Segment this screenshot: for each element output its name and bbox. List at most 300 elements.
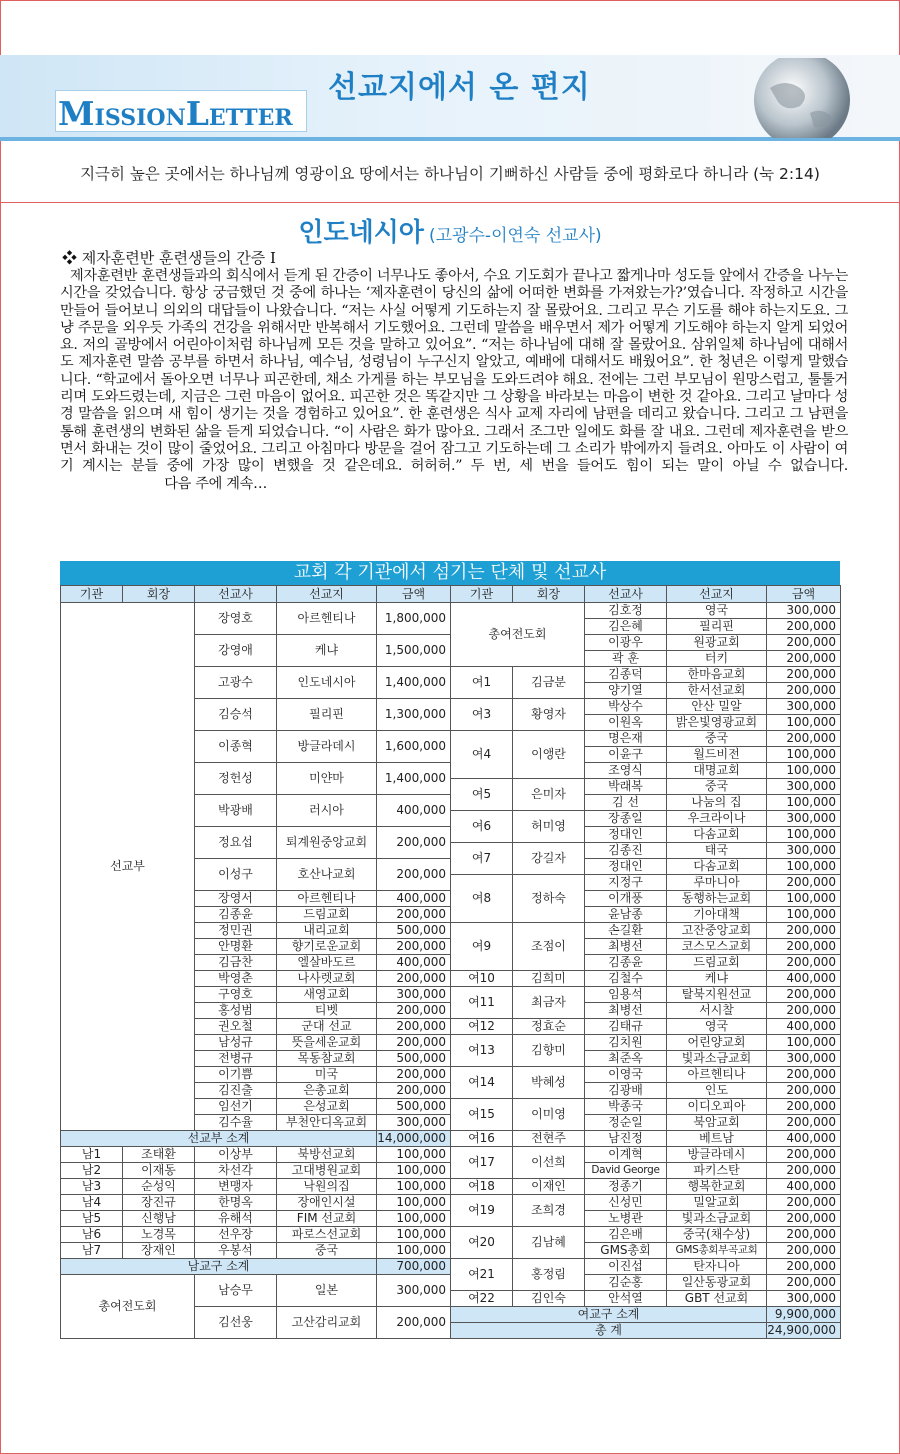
org-cell: 여11 bbox=[451, 987, 513, 1019]
org-cell: 여13 bbox=[451, 1035, 513, 1067]
org-cell: 여7 bbox=[451, 843, 513, 875]
org-cell: 여18 bbox=[451, 1179, 513, 1195]
amount-cell: 100,000 bbox=[767, 747, 841, 763]
amount-cell: 200,000 bbox=[767, 1115, 841, 1131]
president-cell: 장재인 bbox=[123, 1243, 195, 1259]
globe-image bbox=[740, 58, 855, 138]
amount-cell: 1,500,000 bbox=[377, 635, 451, 667]
org-cell: 남7 bbox=[61, 1243, 123, 1259]
field-cell: 베트남 bbox=[667, 1131, 767, 1147]
president-cell: 김금분 bbox=[513, 667, 585, 699]
field-cell: 중국(채수상) bbox=[667, 1227, 767, 1243]
org-cell: 여17 bbox=[451, 1147, 513, 1179]
amount-cell: 200,000 bbox=[767, 1067, 841, 1083]
field-cell: 필리핀 bbox=[277, 699, 377, 731]
field-cell: 향기로운교회 bbox=[277, 939, 377, 955]
amount-cell: 200,000 bbox=[377, 859, 451, 891]
column-header: 회장 bbox=[123, 586, 195, 603]
amount-cell: 300,000 bbox=[767, 603, 841, 619]
missionary-cell: 김진출 bbox=[195, 1083, 277, 1099]
missionary-cell: 이계혁 bbox=[585, 1147, 667, 1163]
amount-cell: 100,000 bbox=[767, 827, 841, 843]
missionary-cell: 이원옥 bbox=[585, 715, 667, 731]
field-cell: 터키 bbox=[667, 651, 767, 667]
field-cell: 티벳 bbox=[277, 1003, 377, 1019]
missionary-cell: 김은배 bbox=[585, 1227, 667, 1243]
org-cell: 여1 bbox=[451, 667, 513, 699]
table-row bbox=[61, 1131, 841, 1147]
missionary-cell: 이윤구 bbox=[585, 747, 667, 763]
amount-cell: 300,000 bbox=[767, 843, 841, 859]
field-cell: 월드비전 bbox=[667, 747, 767, 763]
org-cell: 총여전도회 bbox=[61, 1275, 195, 1339]
amount-cell: 100,000 bbox=[377, 1195, 451, 1211]
total-label: 총 계 bbox=[451, 1323, 767, 1339]
missionary-cell: 박광배 bbox=[195, 795, 277, 827]
column-header: 기관 bbox=[451, 586, 513, 603]
president-cell: 강길자 bbox=[513, 843, 585, 875]
org-cell: 여21 bbox=[451, 1259, 513, 1291]
country-name: 인도네시아 bbox=[298, 218, 424, 248]
country-heading bbox=[0, 212, 900, 249]
amount-cell: 200,000 bbox=[767, 955, 841, 971]
field-cell: 아르헨티나 bbox=[277, 891, 377, 907]
field-cell: 부천안디옥교회 bbox=[277, 1115, 377, 1131]
amount-cell: 100,000 bbox=[377, 1211, 451, 1227]
field-cell: 군대 선교 bbox=[277, 1019, 377, 1035]
missionary-cell: 정대인 bbox=[585, 859, 667, 875]
field-cell: 드림교회 bbox=[277, 907, 377, 923]
subtotal-label: 여교구 소계 bbox=[451, 1307, 767, 1323]
field-cell: 미국 bbox=[277, 1067, 377, 1083]
field-cell: 고대병원교회 bbox=[277, 1163, 377, 1179]
missionary-cell: 정헌성 bbox=[195, 763, 277, 795]
field-cell: 파키스탄 bbox=[667, 1163, 767, 1179]
amount-cell: 100,000 bbox=[767, 891, 841, 907]
missionary-cell: 박래복 bbox=[585, 779, 667, 795]
amount-cell: 100,000 bbox=[377, 1163, 451, 1179]
field-cell: 장애인시설 bbox=[277, 1195, 377, 1211]
field-cell: 안산 밀알 bbox=[667, 699, 767, 715]
org-cell: 여14 bbox=[451, 1067, 513, 1099]
org-cell: 남2 bbox=[61, 1163, 123, 1179]
missionary-cell: 이개풍 bbox=[585, 891, 667, 907]
amount-cell: 200,000 bbox=[767, 1147, 841, 1163]
missionary-cell: 최병선 bbox=[585, 939, 667, 955]
amount-cell: 100,000 bbox=[377, 1147, 451, 1163]
subtotal-amount: 9,900,000 bbox=[767, 1307, 841, 1323]
missionary-cell: 남승무 bbox=[195, 1275, 277, 1307]
org-cell: 여12 bbox=[451, 1019, 513, 1035]
amount-cell: 400,000 bbox=[377, 891, 451, 907]
amount-cell: 200,000 bbox=[377, 1019, 451, 1035]
table-row bbox=[61, 1227, 841, 1243]
amount-cell: 300,000 bbox=[377, 1115, 451, 1131]
missionary-cell: 김철수 bbox=[585, 971, 667, 987]
missionary-cell: 조영식 bbox=[585, 763, 667, 779]
missionary-cell: 노병관 bbox=[585, 1211, 667, 1227]
missionary-cell: 김 선 bbox=[585, 795, 667, 811]
amount-cell: 200,000 bbox=[767, 1243, 841, 1259]
amount-cell: 200,000 bbox=[767, 987, 841, 1003]
president-cell: 노경목 bbox=[123, 1227, 195, 1243]
missionary-cell: 한명옥 bbox=[195, 1195, 277, 1211]
field-cell: 방글라데시 bbox=[277, 731, 377, 763]
amount-cell: 200,000 bbox=[767, 923, 841, 939]
field-cell: 대명교회 bbox=[667, 763, 767, 779]
amount-cell: 200,000 bbox=[767, 731, 841, 747]
president-cell: 전현주 bbox=[513, 1131, 585, 1147]
column-header: 선교사 bbox=[195, 586, 277, 603]
field-cell: 인도 bbox=[667, 1083, 767, 1099]
president-cell: 이선희 bbox=[513, 1147, 585, 1179]
field-cell: GBT 선교회 bbox=[667, 1291, 767, 1307]
amount-cell: 200,000 bbox=[377, 1003, 451, 1019]
missionary-cell: 정민권 bbox=[195, 923, 277, 939]
field-cell: 인도네시아 bbox=[277, 667, 377, 699]
total-amount: 24,900,000 bbox=[767, 1323, 841, 1339]
field-cell: 탈북지원선교 bbox=[667, 987, 767, 1003]
org-cell: 여16 bbox=[451, 1131, 513, 1147]
field-cell: 한서선교회 bbox=[667, 683, 767, 699]
field-cell: 영국 bbox=[667, 1019, 767, 1035]
missionary-cell: 이영국 bbox=[585, 1067, 667, 1083]
org-cell: 여9 bbox=[451, 923, 513, 971]
org-cell: 여10 bbox=[451, 971, 513, 987]
field-cell: 루마니아 bbox=[667, 875, 767, 891]
amount-cell: 100,000 bbox=[767, 763, 841, 779]
table-row bbox=[61, 603, 841, 619]
field-cell: 북암교회 bbox=[667, 1115, 767, 1131]
field-cell: 서시찰 bbox=[667, 1003, 767, 1019]
field-cell: 파로스선교회 bbox=[277, 1227, 377, 1243]
amount-cell: 400,000 bbox=[767, 1179, 841, 1195]
missionary-cell: 최준옥 bbox=[585, 1051, 667, 1067]
amount-cell: 100,000 bbox=[377, 1179, 451, 1195]
table-header-row bbox=[61, 586, 841, 603]
org-cell: 남4 bbox=[61, 1195, 123, 1211]
amount-cell: 100,000 bbox=[767, 715, 841, 731]
missionary-cell: 이성구 bbox=[195, 859, 277, 891]
missionary-cell: 김은혜 bbox=[585, 619, 667, 635]
field-cell: 일산동광교회 bbox=[667, 1275, 767, 1291]
field-cell: 다솜교회 bbox=[667, 859, 767, 875]
amount-cell: 200,000 bbox=[377, 1035, 451, 1051]
field-cell: 중국 bbox=[667, 731, 767, 747]
president-cell: 김남혜 bbox=[513, 1227, 585, 1259]
org-cell: 여8 bbox=[451, 875, 513, 923]
amount-cell: 300,000 bbox=[767, 811, 841, 827]
amount-cell: 500,000 bbox=[377, 923, 451, 939]
field-cell: 퇴계원중앙교회 bbox=[277, 827, 377, 859]
missionary-cell: 전병규 bbox=[195, 1051, 277, 1067]
president-cell: 황영자 bbox=[513, 699, 585, 731]
field-cell: 북방선교회 bbox=[277, 1147, 377, 1163]
amount-cell: 200,000 bbox=[767, 1211, 841, 1227]
president-cell: 김향미 bbox=[513, 1035, 585, 1067]
field-cell: 방글라데시 bbox=[667, 1147, 767, 1163]
missionary-cell: 고광수 bbox=[195, 667, 277, 699]
missionary-cell: 박영춘 bbox=[195, 971, 277, 987]
field-cell: 은총교회 bbox=[277, 1083, 377, 1099]
president-cell: 은미자 bbox=[513, 779, 585, 811]
missionary-cell: 정종기 bbox=[585, 1179, 667, 1195]
amount-cell: 300,000 bbox=[767, 699, 841, 715]
field-cell: 뜻을세운교회 bbox=[277, 1035, 377, 1051]
missionary-cell: 이광우 bbox=[585, 635, 667, 651]
column-header: 선교지 bbox=[667, 586, 767, 603]
missionary-cell: 안명환 bbox=[195, 939, 277, 955]
missionary-cell: 김승석 bbox=[195, 699, 277, 731]
section-subheading: ❖ 제자훈련반 훈련생들의 간증 I bbox=[62, 249, 276, 267]
missionary-cell: 김수율 bbox=[195, 1115, 277, 1131]
org-cell: 여4 bbox=[451, 731, 513, 779]
missionary-cell: 박종국 bbox=[585, 1099, 667, 1115]
missionary-cell: 임용석 bbox=[585, 987, 667, 1003]
amount-cell: 200,000 bbox=[377, 1067, 451, 1083]
missionary-cell: 신성민 bbox=[585, 1195, 667, 1211]
missionary-cell: 손길환 bbox=[585, 923, 667, 939]
field-cell: 기아대책 bbox=[667, 907, 767, 923]
page-title: 선교지에서 온 편지 bbox=[328, 70, 591, 105]
president-cell: 이앵란 bbox=[513, 731, 585, 779]
field-cell: 나눔의 집 bbox=[667, 795, 767, 811]
amount-cell: 1,800,000 bbox=[377, 603, 451, 635]
president-cell: 이재동 bbox=[123, 1163, 195, 1179]
missionary-cell: David George bbox=[585, 1163, 667, 1179]
president-cell: 최금자 bbox=[513, 987, 585, 1019]
field-cell: 중국 bbox=[277, 1243, 377, 1259]
field-cell: 코스모스교회 bbox=[667, 939, 767, 955]
org-cell: 남5 bbox=[61, 1211, 123, 1227]
missionary-cell: 김종덕 bbox=[585, 667, 667, 683]
table-row bbox=[61, 1259, 841, 1275]
missionary-cell: 정대인 bbox=[585, 827, 667, 843]
amount-cell: 1,400,000 bbox=[377, 763, 451, 795]
field-cell: 은성교회 bbox=[277, 1099, 377, 1115]
amount-cell: 200,000 bbox=[377, 1083, 451, 1099]
amount-cell: 200,000 bbox=[767, 1003, 841, 1019]
amount-cell: 200,000 bbox=[767, 619, 841, 635]
amount-cell: 200,000 bbox=[767, 939, 841, 955]
president-cell: 신행남 bbox=[123, 1211, 195, 1227]
amount-cell: 400,000 bbox=[767, 1131, 841, 1147]
field-cell: 동행하는교회 bbox=[667, 891, 767, 907]
table-row bbox=[61, 1195, 841, 1211]
missionary-cell: 남진정 bbox=[585, 1131, 667, 1147]
missionary-cell: 홍성범 bbox=[195, 1003, 277, 1019]
missionary-cell: 이상부 bbox=[195, 1147, 277, 1163]
column-header: 기관 bbox=[61, 586, 123, 603]
field-cell: 빛과소금교회 bbox=[667, 1211, 767, 1227]
missionary-cell: 권오철 bbox=[195, 1019, 277, 1035]
president-cell: 홍정림 bbox=[513, 1259, 585, 1291]
field-cell: 고잔중앙교회 bbox=[667, 923, 767, 939]
missionary-cell: 이종혁 bbox=[195, 731, 277, 763]
amount-cell: 200,000 bbox=[377, 939, 451, 955]
field-cell: 어린양교회 bbox=[667, 1035, 767, 1051]
missionary-cell: 윤남종 bbox=[585, 907, 667, 923]
missionary-cell: GMS총회 bbox=[585, 1243, 667, 1259]
amount-cell: 100,000 bbox=[767, 859, 841, 875]
amount-cell: 1,300,000 bbox=[377, 699, 451, 731]
amount-cell: 200,000 bbox=[767, 1259, 841, 1275]
amount-cell: 100,000 bbox=[377, 1243, 451, 1259]
amount-cell: 1,400,000 bbox=[377, 667, 451, 699]
org-cell: 남6 bbox=[61, 1227, 123, 1243]
field-cell: 드림교회 bbox=[667, 955, 767, 971]
field-cell: 아르헨티나 bbox=[667, 1067, 767, 1083]
president-cell: 정효순 bbox=[513, 1019, 585, 1035]
field-cell: 한마음교회 bbox=[667, 667, 767, 683]
divider bbox=[0, 202, 900, 203]
president-cell: 이미영 bbox=[513, 1099, 585, 1131]
missionary-cell: 김호정 bbox=[585, 603, 667, 619]
amount-cell: 300,000 bbox=[377, 987, 451, 1003]
missionary-cell: 강영애 bbox=[195, 635, 277, 667]
missionary-cell: 박상수 bbox=[585, 699, 667, 715]
missionary-cell: 이진섭 bbox=[585, 1259, 667, 1275]
missionary-cell: 우봉석 bbox=[195, 1243, 277, 1259]
subtotal-amount: 14,000,000 bbox=[377, 1131, 451, 1147]
field-cell: 목동참교회 bbox=[277, 1051, 377, 1067]
field-cell: 엘살바도르 bbox=[277, 955, 377, 971]
president-cell: 박혜성 bbox=[513, 1067, 585, 1099]
bible-verse: 지극히 높은 곳에서는 하나님께 영광이요 땅에서는 하나님이 기뻐하신 사람들 중에 평화로다 하니라 (눅 2:14) bbox=[80, 165, 820, 183]
president-cell: 정하숙 bbox=[513, 875, 585, 923]
missionary-cell: 곽 훈 bbox=[585, 651, 667, 667]
president-cell: 김인숙 bbox=[513, 1291, 585, 1307]
missionary-cell: 명은재 bbox=[585, 731, 667, 747]
missionary-cell: 차선각 bbox=[195, 1163, 277, 1179]
field-cell: 영국 bbox=[667, 603, 767, 619]
missionary-cell: 정요섭 bbox=[195, 827, 277, 859]
missionary-cell: 정순일 bbox=[585, 1115, 667, 1131]
field-cell: 탄자니아 bbox=[667, 1259, 767, 1275]
president-cell: 조태환 bbox=[123, 1147, 195, 1163]
column-header: 회장 bbox=[513, 586, 585, 603]
amount-cell: 200,000 bbox=[377, 907, 451, 923]
missionary-cell: 양기열 bbox=[585, 683, 667, 699]
president-cell: 이재인 bbox=[513, 1179, 585, 1195]
missionary-cell: 지정구 bbox=[585, 875, 667, 891]
amount-cell: 200,000 bbox=[767, 1227, 841, 1243]
subtotal-label: 선교부 소계 bbox=[61, 1131, 377, 1147]
president-cell: 조희경 bbox=[513, 1195, 585, 1227]
org-cell: 남3 bbox=[61, 1179, 123, 1195]
table-title: 교회 각 기관에서 섬기는 단체 및 선교사 bbox=[60, 561, 840, 585]
missionary-cell: 김태규 bbox=[585, 1019, 667, 1035]
amount-cell: 200,000 bbox=[767, 1275, 841, 1291]
missionary-cell: 김치원 bbox=[585, 1035, 667, 1051]
org-cell: 총여전도회 bbox=[451, 603, 585, 667]
org-cell: 여3 bbox=[451, 699, 513, 731]
missionary-cell: 김순홍 bbox=[585, 1275, 667, 1291]
org-cell: 남1 bbox=[61, 1147, 123, 1163]
missionary-cell: 최병선 bbox=[585, 1003, 667, 1019]
org-cell: 여5 bbox=[451, 779, 513, 811]
amount-cell: 300,000 bbox=[767, 1291, 841, 1307]
missionary-cell: 장종일 bbox=[585, 811, 667, 827]
subtotal-label: 남교구 소계 bbox=[61, 1259, 377, 1275]
missionary-cell: 김종윤 bbox=[195, 907, 277, 923]
president-cell: 김희미 bbox=[513, 971, 585, 987]
field-cell: 이디오피아 bbox=[667, 1099, 767, 1115]
missionary-cell: 김종윤 bbox=[585, 955, 667, 971]
field-cell: 밀알교회 bbox=[667, 1195, 767, 1211]
missionary-cell: 선우장 bbox=[195, 1227, 277, 1243]
amount-cell: 400,000 bbox=[377, 795, 451, 827]
amount-cell: 200,000 bbox=[767, 651, 841, 667]
amount-cell: 200,000 bbox=[767, 1163, 841, 1179]
field-cell: 아르헨티나 bbox=[277, 603, 377, 635]
column-header: 선교지 bbox=[277, 586, 377, 603]
amount-cell: 1,600,000 bbox=[377, 731, 451, 763]
missionary-cell: 남성규 bbox=[195, 1035, 277, 1051]
missionary-cell: 이기쁨 bbox=[195, 1067, 277, 1083]
field-cell: GMS총회부곡교회 bbox=[667, 1243, 767, 1259]
missionary-cell: 안석열 bbox=[585, 1291, 667, 1307]
field-cell: 행복한교회 bbox=[667, 1179, 767, 1195]
field-cell: 케냐 bbox=[277, 635, 377, 667]
amount-cell: 500,000 bbox=[377, 1051, 451, 1067]
org-cell: 여19 bbox=[451, 1195, 513, 1227]
field-cell: 우크라이나 bbox=[667, 811, 767, 827]
amount-cell: 200,000 bbox=[377, 1307, 451, 1339]
field-cell: 중국 bbox=[667, 779, 767, 795]
amount-cell: 400,000 bbox=[767, 971, 841, 987]
org-cell: 여15 bbox=[451, 1099, 513, 1131]
org-cell: 여20 bbox=[451, 1227, 513, 1259]
letter-body: 제자훈련반 훈련생들과의 회식에서 듣게 된 간증이 너무나도 좋아서, 수요 기도회가 끝나고 짧게나마 성도들 앞에서 간증을 나누는 시간을 갖었습니다. 항상 궁금했던 것 중에 하나는 ‘제자훈련이 당신의 삶에 어떠한 변화를 가져왔는가?’였습니다. 작정하고 시간을 만들어 들어보니 의외의 대답들이 나왔습니다. “저는 사실 어떻게 기도하는지 잘 몰랐어요. 그리고 무슨 기도를 해야 하는지도요. 그냥 주문을 외우듯 가족의 건강을 위해서만 반복해서 기도했어요. 그런데 말씀을 배우면서 제가 어떻게 기도해야 하는지 알게 되었어요. 저의 골방에서 어린아이처럼 하나님께 모든 것을 말하고 있어요”. “저는 하나님에 대해 잘 몰랐어요. 삼위일체 하나님에 대해서도 제자훈련 말씀 공부를 하면서 하나님, 예수님, 성령님이 누구신지 알았고, 예배에 대해서도 배웠어요”. 한 청년은 이렇게 말했습니다. “학교에서 돌아오면 너무나 피곤한데, 채소 가게를 하는 부모님을 도와드려야 해요. 전에는 그런 부모님이 원망스럽고, 툴툴거리며 도와드렸는데, 지금은 그런 마음이 없어요. 피곤한 것은 똑같지만 그 상황을 바라보는 마음이 변한 것 같아요. 그리고 날마다 성경 말씀을 읽으며 새 힘이 생기는 것을 경험하고 있어요”. 한 훈련생은 식사 교제 자리에 남편을 데리고 왔습니다. 그리고 그 남편을 통해 훈련생의 변화된 삶을 듣게 되었습니다. “이 사람은 화가 많아요. 그래서 조그만 일에도 화를 잘 내요. 그런데 제자훈련을 받으면서 화내는 것이 많이 줄었어요. 그리고 아침마다 방문을 걸어 잠그고 기도하는데 그 소리가 밖에까지 들려요. 아마도 이 사람이 여기 계시는 분들 중에 가장 많이 변했을 것 같은데요. 허허허.” 두 번, 세 번을 들어도 힘이 되는 말이 아닐 수 없습니다. 다음 주에 계속… bbox=[60, 268, 848, 492]
missionary-cell: 장영서 bbox=[195, 891, 277, 907]
president-cell: 허미영 bbox=[513, 811, 585, 843]
amount-cell: 200,000 bbox=[767, 1195, 841, 1211]
amount-cell: 200,000 bbox=[767, 635, 841, 651]
amount-cell: 200,000 bbox=[767, 1083, 841, 1099]
amount-cell: 200,000 bbox=[767, 875, 841, 891]
table-row bbox=[61, 1179, 841, 1195]
missionary-cell: 김종진 bbox=[585, 843, 667, 859]
amount-cell: 300,000 bbox=[767, 1051, 841, 1067]
missionary-names: (고광수-이연숙 선교사) bbox=[429, 226, 602, 246]
field-cell: 러시아 bbox=[277, 795, 377, 827]
field-cell: 미얀마 bbox=[277, 763, 377, 795]
field-cell: FIM 선교회 bbox=[277, 1211, 377, 1227]
amount-cell: 200,000 bbox=[767, 1099, 841, 1115]
field-cell: 고산감리교회 bbox=[277, 1307, 377, 1339]
amount-cell: 200,000 bbox=[377, 827, 451, 859]
missionary-cell: 김광배 bbox=[585, 1083, 667, 1099]
missionary-cell: 구영호 bbox=[195, 987, 277, 1003]
field-cell: 필리핀 bbox=[667, 619, 767, 635]
missionary-cell: 장영호 bbox=[195, 603, 277, 635]
amount-cell: 300,000 bbox=[767, 779, 841, 795]
field-cell: 빛과소금교회 bbox=[667, 1051, 767, 1067]
amount-cell: 200,000 bbox=[767, 683, 841, 699]
field-cell: 낙원의집 bbox=[277, 1179, 377, 1195]
field-cell: 밝은빛영광교회 bbox=[667, 715, 767, 731]
president-cell: 장진규 bbox=[123, 1195, 195, 1211]
table-row bbox=[61, 1147, 841, 1163]
column-header: 금액 bbox=[767, 586, 841, 603]
field-cell: 다솜교회 bbox=[667, 827, 767, 843]
amount-cell: 500,000 bbox=[377, 1099, 451, 1115]
field-cell: 원광교회 bbox=[667, 635, 767, 651]
missionary-cell: 유해석 bbox=[195, 1211, 277, 1227]
mission-support-table bbox=[60, 585, 841, 1339]
missionary-cell: 임선기 bbox=[195, 1099, 277, 1115]
